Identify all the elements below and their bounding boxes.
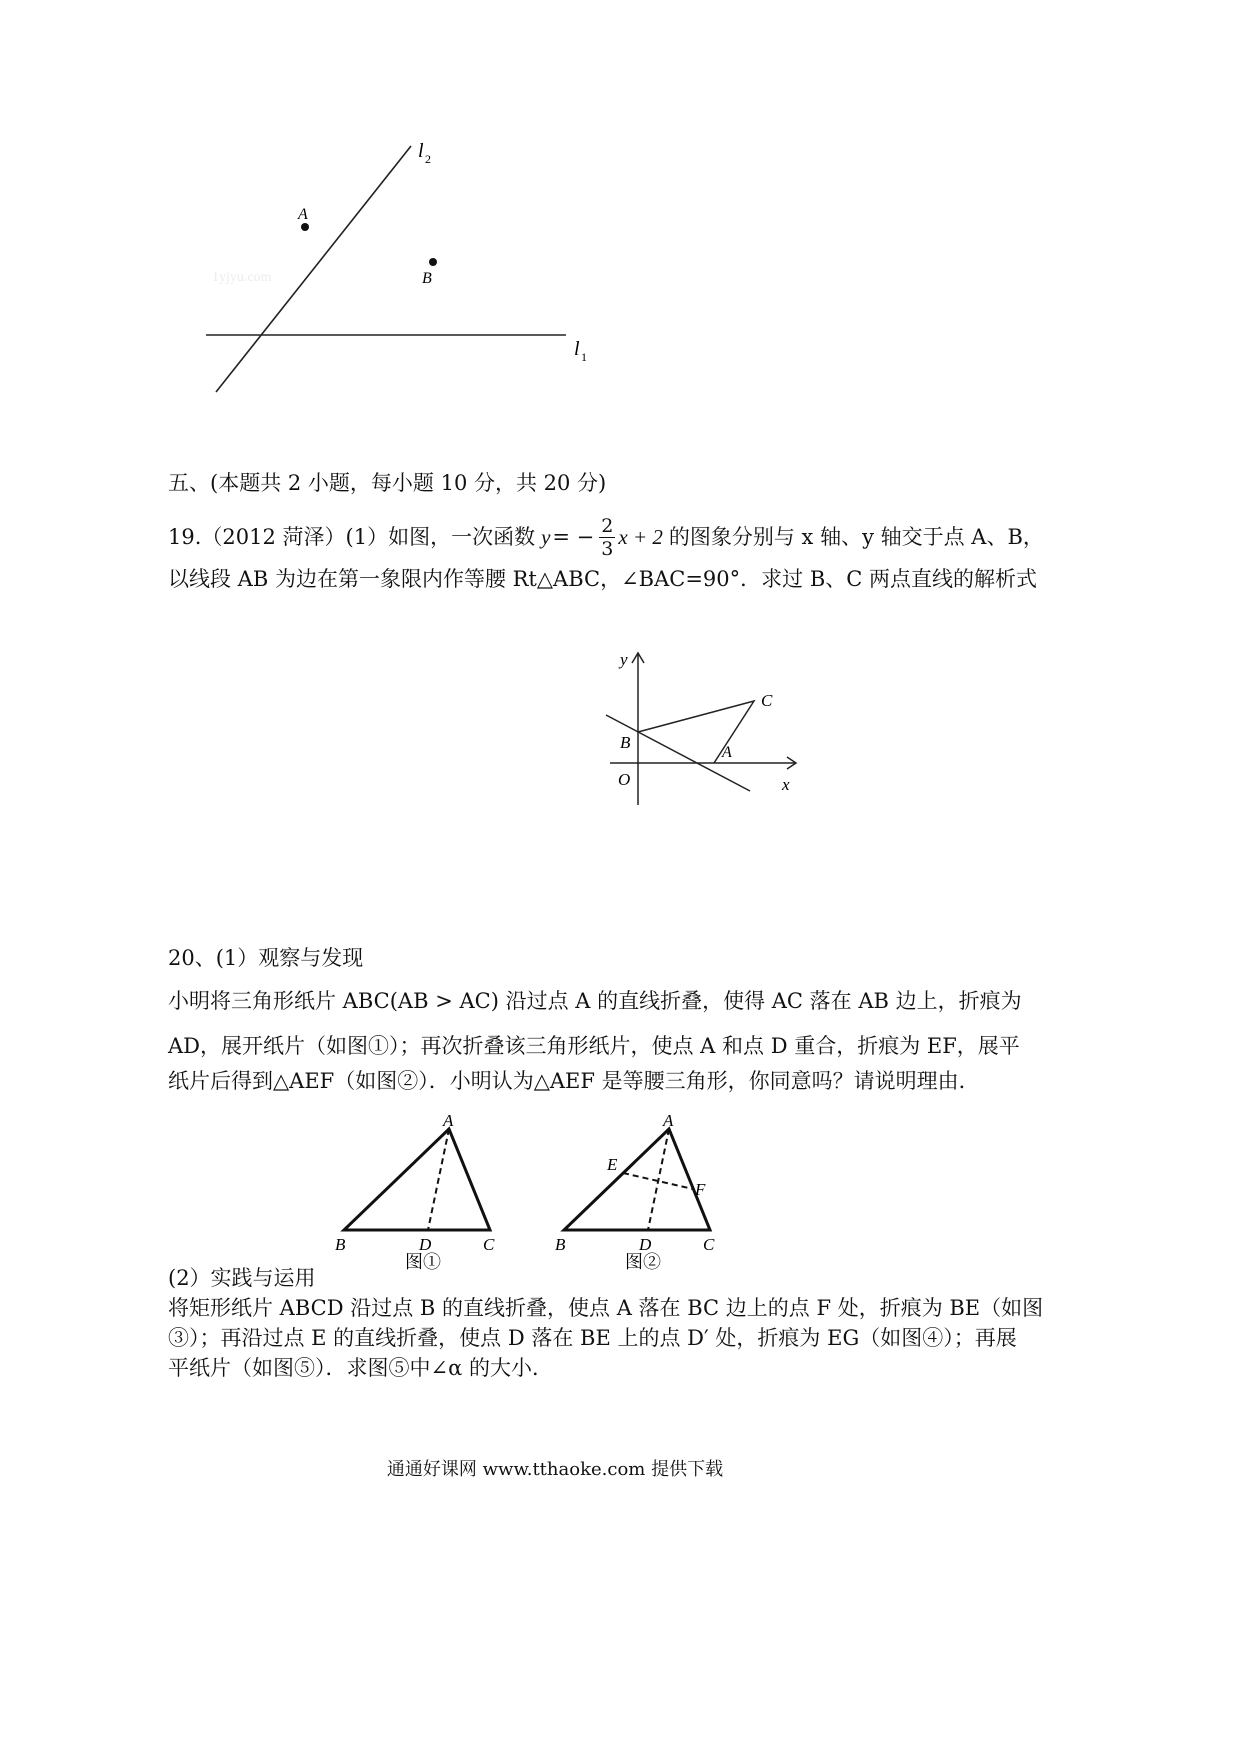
label-b: B: [555, 1235, 566, 1254]
figure-triangle-1: [325, 1110, 525, 1272]
point-a: [301, 223, 309, 231]
q19-line2: 以线段 AB 为边在第一象限内作等腰 Rt△ABC，∠BAC=90°．求过 B、C 两点直线的解析式: [168, 567, 1038, 591]
line-l2: [216, 146, 411, 392]
label-d: D: [639, 1235, 652, 1254]
section-heading: 五、(本题共 2 小题，每小题 10 分，共 20 分): [168, 471, 607, 495]
figure-caption: 图①: [405, 1252, 441, 1272]
q20-paragraph-1: 小明将三角形纸片 ABC(AB > AC) 沿过点 A 的直线折叠，使得 AC 落在 AB 边上，折痕为: [168, 989, 1022, 1013]
fold-line-ef: [623, 1173, 693, 1189]
label-a: A: [722, 744, 732, 761]
q20-heading: 20、(1）观察与发现: [168, 946, 364, 970]
fraction-denominator: 3: [601, 537, 614, 560]
q20-paragraph-5: ③）；再沿过点 E 的直线折叠，使点 D 落在 BE 上的点 D′ 处，折痕为 EG（如图④）；再展: [168, 1326, 1017, 1350]
label-b: B: [335, 1235, 346, 1254]
watermark: 1yjyu.com: [212, 270, 272, 285]
label-l2-sub: 2: [425, 152, 431, 166]
label-l1: l: [574, 338, 580, 360]
page-footer: 通通好课网 www.tthaoke.com 提供下载: [386, 1459, 724, 1480]
label-b: B: [620, 733, 631, 752]
label-x: x: [782, 775, 790, 794]
q20-paragraph-4: 将矩形纸片 ABCD 沿过点 B 的直线折叠，使点 A 落在 BC 边上的点 F 处，折痕为 BE（如图: [168, 1296, 1044, 1320]
label-d: D: [419, 1235, 432, 1254]
q19-prefix: 19.（2012 菏泽）(1）如图，一次函数: [168, 525, 536, 549]
label-a: A: [663, 1111, 674, 1130]
label-f: F: [695, 1180, 706, 1199]
formula-rest: x + 2: [618, 525, 663, 549]
q19-suffix: 的图象分别与 x 轴、y 轴交于点 A、B，: [668, 525, 1044, 549]
label-a: A: [443, 1111, 454, 1130]
figure-triangle-2: [545, 1110, 745, 1272]
q20-subheading: (2）实践与运用: [168, 1266, 316, 1290]
figure-lines-l1-l2: [200, 135, 620, 405]
label-c: C: [703, 1235, 715, 1254]
label-c: C: [483, 1235, 495, 1254]
figure-coordinate-graph: [600, 645, 810, 810]
formula-y: y: [541, 525, 551, 549]
q20-paragraph-2: AD，展开纸片（如图①）；再次折叠该三角形纸片，使点 A 和点 D 重合，折痕为 EF，展平: [168, 1034, 1020, 1058]
q19-line1: [168, 512, 1044, 562]
label-o: O: [618, 770, 631, 789]
formula-fraction: [599, 515, 615, 560]
figure-caption: 图②: [625, 1252, 661, 1272]
triangle-abc: [564, 1129, 710, 1230]
formula-eq: = −: [552, 525, 595, 549]
label-b: B: [422, 270, 432, 287]
q20-paragraph-3: 纸片后得到△AEF（如图②）．小明认为△AEF 是等腰三角形，你同意吗？请说明理由．: [168, 1069, 980, 1093]
triangle-abc: [344, 1129, 490, 1230]
label-e: E: [607, 1155, 618, 1174]
q20-paragraph-6: 平纸片（如图⑤）．求图⑤中∠α 的大小．: [168, 1356, 553, 1380]
label-l1-sub: 1: [581, 350, 587, 364]
label-y: y: [620, 650, 628, 669]
triangle-abc: [638, 701, 754, 763]
label-a: A: [298, 206, 308, 223]
point-b: [429, 258, 437, 266]
label-l2: l: [418, 140, 424, 162]
fraction-numerator: 2: [601, 514, 614, 537]
label-c: C: [761, 691, 773, 710]
